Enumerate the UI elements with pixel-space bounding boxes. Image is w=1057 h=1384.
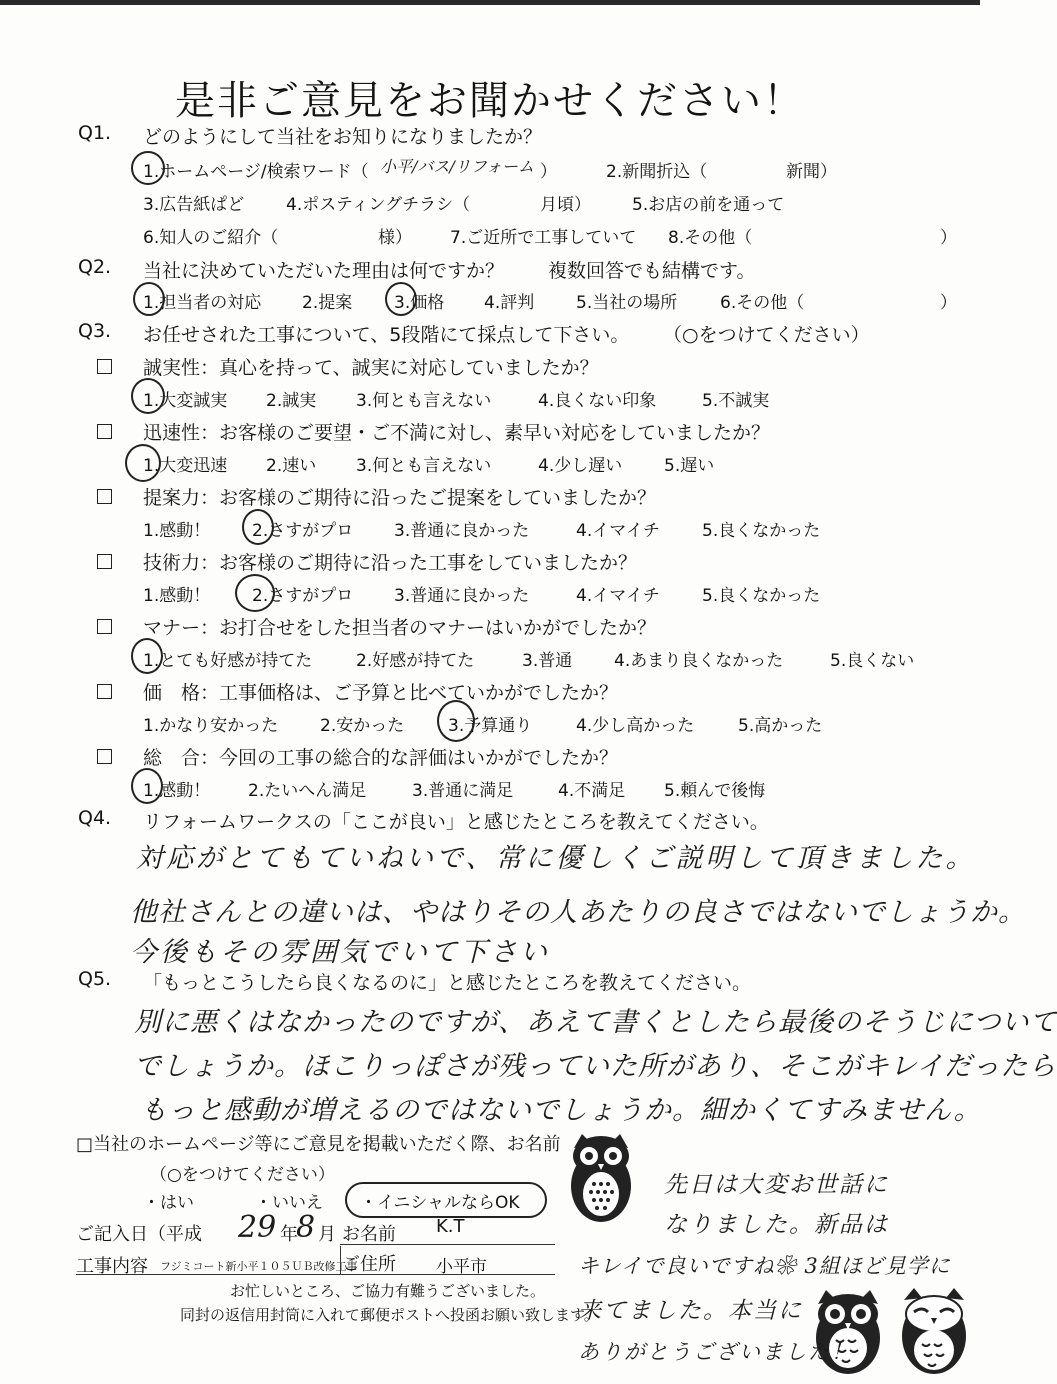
- q1-option-homepage[interactable]: 1.ホームページ/検索ワード（: [143, 162, 369, 182]
- speed-option-4[interactable]: 4.少し遅い: [538, 456, 623, 476]
- q4-answer-line-2: 他社さんとの違いは、やはりその人あたりの良さではないでしょうか。: [130, 897, 1026, 928]
- overall-option-1[interactable]: 1.感動！: [143, 781, 211, 801]
- answer-circle-price: [437, 700, 475, 742]
- answer-circle-proposal: [242, 509, 274, 545]
- date-year[interactable]: 29: [238, 1210, 277, 1245]
- q3-overall-label: 総 合：今回の工事の総合的な評価はいかがでしたか？: [143, 747, 619, 769]
- q1-flyer-month: 月頃）: [540, 195, 591, 215]
- proposal-option-1[interactable]: 1.感動！: [143, 521, 211, 541]
- date-month[interactable]: 8: [296, 1210, 316, 1245]
- technique-option-5[interactable]: 5.良くなかった: [702, 586, 821, 606]
- side-note-line-3: キレイで良いですね❀ 3組ほど見学に: [578, 1254, 951, 1278]
- answer-circle-speed: [125, 444, 161, 482]
- owl-illustration-top: [566, 1128, 636, 1224]
- answer-circle-manners: [131, 638, 163, 674]
- consent-no[interactable]: ・いいえ: [255, 1193, 323, 1213]
- q2-question: 当社に決めていただいた理由は何ですか？: [143, 260, 505, 282]
- q2-number: Q2.: [78, 256, 112, 278]
- work-label: 工事内容: [76, 1256, 148, 1277]
- q2-multiple-note: 複数回答でも結構です。: [548, 260, 756, 282]
- sincerity-option-3[interactable]: 3.何とも言えない: [356, 391, 492, 411]
- proposal-option-3[interactable]: 3.普通に良かった: [394, 521, 530, 541]
- consent-question: □当社のホームページ等にご意見を掲載いただく際、お名前: [76, 1134, 561, 1155]
- q2-option-reputation[interactable]: 4.評判: [484, 293, 535, 313]
- proposal-option-4[interactable]: 4.イマイチ: [576, 521, 660, 541]
- return-instruction: 同封の返信用封筒に入れて郵便ポストへ投函お願い致します。: [180, 1306, 599, 1324]
- q1-option-posting-flyer[interactable]: 4.ポスティングチラシ（: [286, 195, 471, 215]
- side-note-line-2: なりました。新品は: [664, 1212, 889, 1238]
- q1-referral-suffix: 様）: [378, 228, 412, 248]
- q1-option-newspaper[interactable]: 2.新聞折込（: [606, 162, 708, 182]
- q5-number: Q5.: [78, 968, 112, 990]
- date-year-unit: 年: [280, 1224, 298, 1245]
- q3-manners-label: マナー：お打合せをした担当者のマナーはいかがでしたか？: [143, 617, 657, 639]
- consent-yes[interactable]: ・はい: [143, 1193, 194, 1213]
- sincerity-option-4[interactable]: 4.良くない印象: [538, 391, 657, 411]
- date-label: ご記入日（平成: [76, 1224, 202, 1245]
- technique-option-4[interactable]: 4.イマイチ: [576, 586, 660, 606]
- proposal-option-5[interactable]: 5.良くなかった: [702, 521, 821, 541]
- consent-initial[interactable]: ・イニシャルならOK: [360, 1193, 520, 1213]
- address-value[interactable]: 小平市: [436, 1257, 487, 1277]
- q1-question: どのようにして当社をお知りになりましたか？: [143, 126, 543, 148]
- q1-search-keywords: 小平/バス/リフォーム: [380, 157, 534, 176]
- q3-question: お任せされた工事について、5段階にて採点して下さい。: [143, 324, 630, 346]
- answer-circle-consent: [345, 1182, 547, 1218]
- q3-price-label: 価 格：工事価格は、ご予算と比べていかがでしたか？: [143, 682, 619, 704]
- q1-other-close: ）: [940, 228, 957, 248]
- q1-number: Q1.: [78, 122, 112, 144]
- price-option-2[interactable]: 2.安かった: [320, 716, 405, 736]
- speed-option-5[interactable]: 5.遅い: [664, 456, 715, 476]
- q5-answer-line-2: でしょうか。ほこりっぽさが残っていた所があり、そこがキレイだったら: [134, 1051, 1057, 1082]
- work-value: フジミコート新小平１０５ＵＢ改修工事: [160, 1260, 358, 1273]
- q4-number: Q4.: [78, 807, 112, 829]
- price-option-3[interactable]: 3.予算通り: [448, 716, 533, 736]
- answer-circle-overall: [131, 768, 163, 804]
- q2-other-close: ）: [940, 293, 957, 313]
- q5-question: 「もっとこうしたら良くなるのに」と感じたところを教えてください。: [143, 972, 752, 994]
- answer-circle-technique: [235, 574, 275, 612]
- manners-option-2[interactable]: 2.好感が持てた: [356, 651, 475, 671]
- q5-answer-line-1: 別に悪くはなかったのですが、あえて書くとしたら最後のそうじについて: [134, 1007, 1057, 1038]
- name-underline: [340, 1244, 555, 1245]
- address-divider: [340, 1246, 341, 1274]
- q4-question: リフォームワークスの「ここが良い」と感じたところを教えてください。: [143, 811, 769, 833]
- name-label: お名前: [342, 1224, 396, 1245]
- owl-illustration-bottom-right: [896, 1286, 972, 1376]
- overall-option-5[interactable]: 5.頼んで後悔: [664, 781, 766, 801]
- price-option-5[interactable]: 5.高かった: [738, 716, 823, 736]
- price-option-4[interactable]: 4.少し高かった: [576, 716, 695, 736]
- technique-option-1[interactable]: 1.感動！: [143, 586, 211, 606]
- checkbox-technique[interactable]: [97, 554, 112, 569]
- name-value[interactable]: K.T: [436, 1216, 465, 1237]
- side-note-line-1: 先日は大変お世話に: [664, 1172, 889, 1198]
- overall-option-3[interactable]: 3.普通に満足: [412, 781, 514, 801]
- q1-newspaper-suffix: 新聞）: [786, 162, 837, 182]
- q3-proposal-label: 提案力：お客様のご期待に沿ったご提案をしていましたか？: [143, 487, 657, 509]
- speed-option-1[interactable]: 1.大変迅速: [143, 456, 228, 476]
- manners-option-4[interactable]: 4.あまり良くなかった: [614, 651, 784, 671]
- thanks-message: お忙しいところ、ご協力有難うございました。: [230, 1282, 546, 1300]
- proposal-option-2[interactable]: 2.さすがプロ: [252, 521, 354, 541]
- work-underline: [76, 1274, 340, 1275]
- scan-top-edge: [0, 0, 980, 5]
- overall-option-2[interactable]: 2.たいへん満足: [248, 781, 367, 801]
- q3-sincerity-label: 誠実性：真心を持って、誠実に対応していましたか？: [143, 357, 599, 379]
- q1-option-store-front[interactable]: 5.お店の前を通って: [632, 195, 785, 215]
- q4-answer-line-1: 対応がとてもていねいで、常に優しくご説明して頂きました。: [136, 843, 976, 874]
- side-note-line-5: ありがとうございました！: [578, 1340, 854, 1364]
- q1-option-other[interactable]: 8.その他（: [668, 228, 753, 248]
- overall-option-4[interactable]: 4.不満足: [558, 781, 626, 801]
- manners-option-1[interactable]: 1.とても好感が持てた: [143, 651, 313, 671]
- q1-option-referral[interactable]: 6.知人のご紹介（: [143, 228, 279, 248]
- q2-option-location[interactable]: 5.当社の場所: [576, 293, 678, 313]
- q3-technique-label: 技術力：お客様のご期待に沿った工事をしていましたか？: [143, 552, 638, 574]
- q4-answer-line-3: 今後もその雰囲気でいて下さい: [130, 937, 550, 968]
- q2-option-other[interactable]: 6.その他（: [720, 293, 805, 313]
- consent-instruction: （○をつけてください）: [150, 1165, 335, 1185]
- q3-number: Q3.: [78, 320, 112, 342]
- checkbox-sincerity[interactable]: [97, 359, 112, 374]
- sincerity-option-2[interactable]: 2.誠実: [266, 391, 317, 411]
- q5-answer-line-3: もっと感動が増えるのではないでしょうか。細かくてすみません。: [140, 1095, 982, 1126]
- speed-option-2[interactable]: 2.速い: [266, 456, 317, 476]
- q1-option-nearby-work[interactable]: 7.ご近所で工事していて: [450, 228, 637, 248]
- sincerity-option-1[interactable]: 1.大変誠実: [143, 391, 228, 411]
- date-month-unit: 月: [318, 1224, 336, 1245]
- address-underline: [340, 1274, 555, 1275]
- q3-circle-note: （○をつけてください）: [663, 324, 870, 346]
- technique-option-2[interactable]: 2.さすがプロ: [252, 586, 354, 606]
- checkbox-speed[interactable]: [97, 424, 112, 439]
- manners-option-5[interactable]: 5.良くない: [830, 651, 915, 671]
- q3-speed-label: 迅速性：お客様のご要望・ご不満に対し、素早い対応をしていましたか？: [143, 422, 771, 444]
- q2-option-staff[interactable]: 1.担当者の対応: [143, 293, 262, 313]
- side-note-line-4: 来てました。本当に: [578, 1298, 803, 1324]
- q2-option-price[interactable]: 3.価格: [394, 293, 445, 313]
- checkbox-manners[interactable]: [97, 619, 112, 634]
- answer-circle-q2-staff: [133, 282, 165, 316]
- q2-option-proposal[interactable]: 2.提案: [302, 293, 353, 313]
- manners-option-3[interactable]: 3.普通: [522, 651, 573, 671]
- price-option-1[interactable]: 1.かなり安かった: [143, 716, 279, 736]
- sincerity-option-5[interactable]: 5.不誠実: [702, 391, 770, 411]
- checkbox-proposal[interactable]: [97, 489, 112, 504]
- speed-option-3[interactable]: 3.何とも言えない: [356, 456, 492, 476]
- checkbox-overall[interactable]: [97, 749, 112, 764]
- answer-circle-sincerity: [131, 378, 165, 414]
- q1-option-ad-paper[interactable]: 3.広告紙ぱど: [143, 195, 245, 215]
- checkbox-price[interactable]: [97, 684, 112, 699]
- answer-circle-q1: [131, 151, 165, 185]
- q1-paren-close: ）: [540, 162, 557, 182]
- page-title: 是非ご意見をお聞かせください！: [175, 77, 805, 124]
- address-label: ご住所: [342, 1254, 396, 1275]
- answer-circle-q2-price: [385, 282, 417, 316]
- technique-option-3[interactable]: 3.普通に良かった: [394, 586, 530, 606]
